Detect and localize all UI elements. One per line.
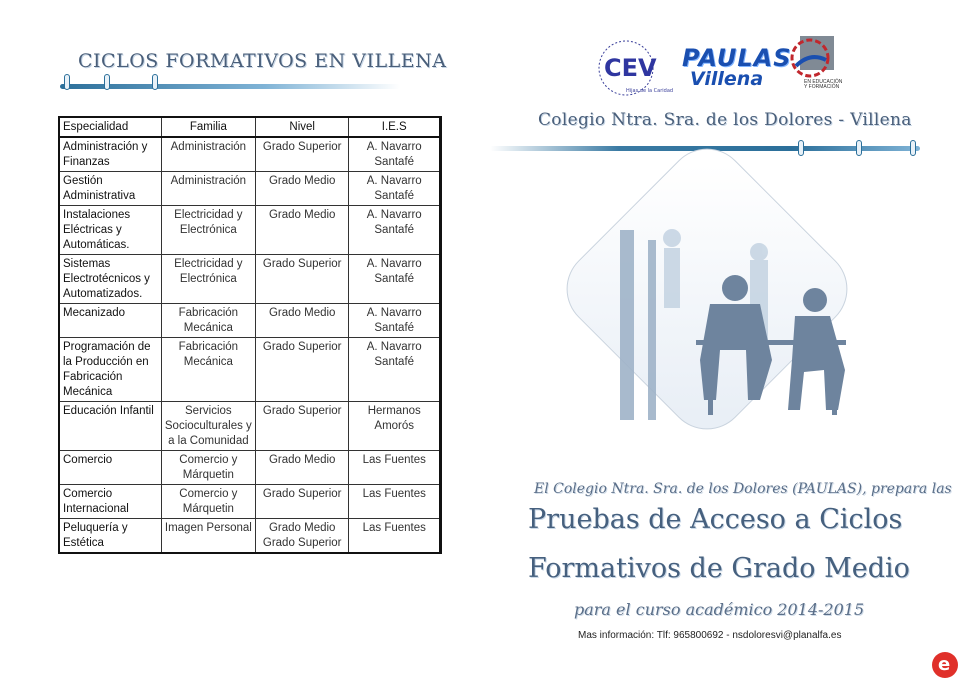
- pin-icon: [910, 140, 916, 156]
- paulas-logo: [682, 44, 792, 90]
- table-header-row: [59, 117, 441, 137]
- table-row: [59, 172, 441, 206]
- pin-icon: [64, 74, 70, 90]
- table-row: [59, 206, 441, 255]
- table-row: [59, 338, 441, 402]
- pin-icon: [856, 140, 862, 156]
- pin-icon: [152, 74, 158, 90]
- cell-nivel: Grado Medio: [255, 304, 348, 338]
- cell-familia: Comercio y Márquetin: [161, 485, 255, 519]
- table-row: [59, 519, 441, 554]
- publisher-logo-icon: e: [932, 652, 958, 678]
- cell-ies: A. Navarro Santafé: [349, 206, 441, 255]
- cell-nivel: Grado Superior: [255, 402, 348, 451]
- table-row: [59, 255, 441, 304]
- cell-ies: Las Fuentes: [349, 485, 441, 519]
- college-name: Colegio Ntra. Sra. de los Dolores - Villena: [538, 110, 912, 130]
- cell-familia: Administración: [161, 137, 255, 172]
- cell-ies: A. Navarro Santafé: [349, 304, 441, 338]
- cell-especialidad: Comercio Internacional: [59, 485, 161, 519]
- cell-ies: Las Fuentes: [349, 451, 441, 485]
- cell-especialidad: Programación de la Producción en Fabricación Mecánica: [59, 338, 161, 402]
- cell-ies: Hermanos Amorós: [349, 402, 441, 451]
- cell-nivel: Grado Medio Grado Superior: [255, 519, 348, 554]
- cell-familia: Imagen Personal: [161, 519, 255, 554]
- cell-ies: A. Navarro Santafé: [349, 338, 441, 402]
- seal-ring-icon: [786, 36, 846, 76]
- header-familia: Familia: [161, 117, 255, 137]
- cell-nivel: Grado Medio: [255, 172, 348, 206]
- table-row: [59, 402, 441, 451]
- cell-especialidad: Gestión Administrativa: [59, 172, 161, 206]
- cell-especialidad: Comercio: [59, 451, 161, 485]
- table-row: [59, 137, 441, 172]
- svg-text:Hijas de la Caridad: Hijas de la Caridad: [626, 88, 674, 94]
- cell-familia: Servicios Socioculturales y a la Comunidad: [161, 402, 255, 451]
- cell-especialidad: Mecanizado: [59, 304, 161, 338]
- cell-nivel: Grado Medio: [255, 206, 348, 255]
- header-nivel: Nivel: [255, 117, 348, 137]
- cell-familia: Fabricación Mecánica: [161, 304, 255, 338]
- education-seal-logo: [786, 36, 846, 98]
- seal-caption: EN EDUCACIÓN Y FORMACIÓN: [804, 79, 843, 90]
- headline-line-1: Pruebas de Acceso a Ciclos: [528, 504, 903, 535]
- header-ies: I.E.S: [349, 117, 441, 137]
- cell-familia: Comercio y Márquetin: [161, 451, 255, 485]
- paulas-logo-top: PAULAS: [682, 44, 792, 72]
- formative-programs-table: [58, 116, 442, 554]
- study-scene-illustration: [560, 200, 860, 440]
- cell-familia: Electricidad y Electrónica: [161, 255, 255, 304]
- contact-info: Mas información: Tlf: 965800692 - nsdoloresvi@planalfa.es: [578, 630, 842, 641]
- cell-familia: Fabricación Mecánica: [161, 338, 255, 402]
- cell-especialidad: Educación Infantil: [59, 402, 161, 451]
- table-row: [59, 485, 441, 519]
- pin-icon: [104, 74, 110, 90]
- cell-familia: Administración: [161, 172, 255, 206]
- table-row: [59, 451, 441, 485]
- cell-ies: Las Fuentes: [349, 519, 441, 554]
- cell-especialidad: Instalaciones Eléctricas y Automáticas.: [59, 206, 161, 255]
- cell-especialidad: Sistemas Electrotécnicos y Automatizados.: [59, 255, 161, 304]
- cell-nivel: Grado Superior: [255, 338, 348, 402]
- headline-line-2: Formativos de Grado Medio: [528, 553, 910, 584]
- cell-ies: A. Navarro Santafé: [349, 172, 441, 206]
- course-year-line: para el curso académico 2014-2015: [574, 600, 865, 619]
- cell-nivel: Grado Superior: [255, 137, 348, 172]
- left-title: CICLOS FORMATIVOS EN VILLENA: [78, 50, 447, 72]
- left-decorative-rule: [60, 84, 400, 89]
- cell-nivel: Grado Superior: [255, 255, 348, 304]
- cev-logo: [596, 38, 674, 100]
- header-especialidad: Especialidad: [59, 117, 161, 137]
- paulas-logo-bottom: Villena: [690, 68, 764, 90]
- cell-especialidad: Peluquería y Estética: [59, 519, 161, 554]
- cell-nivel: Grado Superior: [255, 485, 348, 519]
- cell-especialidad: Administración y Finanzas: [59, 137, 161, 172]
- svg-text:CEV: CEV: [604, 54, 657, 82]
- cev-emblem-icon: [596, 38, 674, 100]
- cell-ies: A. Navarro Santafé: [349, 255, 441, 304]
- intro-line: El Colegio Ntra. Sra. de los Dolores (PAULAS), prepara las: [534, 481, 952, 497]
- table-row: [59, 304, 441, 338]
- cell-familia: Electricidad y Electrónica: [161, 206, 255, 255]
- cell-nivel: Grado Medio: [255, 451, 348, 485]
- cell-ies: A. Navarro Santafé: [349, 137, 441, 172]
- pin-icon: [798, 140, 804, 156]
